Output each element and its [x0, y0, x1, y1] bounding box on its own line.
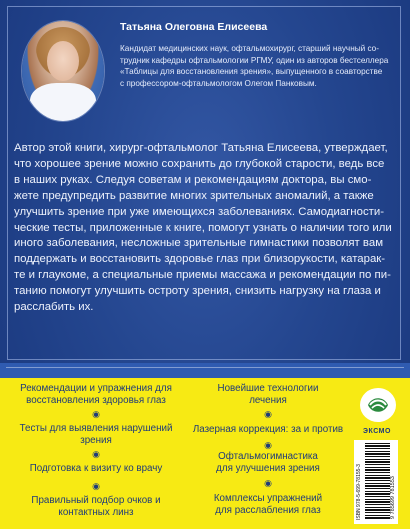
description-line: поддержать и восстановить здоровье глаз при близорукости, катарак-: [14, 253, 386, 266]
bottom-divider: [6, 367, 404, 372]
feature-item: [6, 423, 186, 446]
feature-text: лечения: [249, 394, 287, 406]
feature-text: контактных линз: [58, 506, 134, 518]
author-bio: [8, 7, 402, 127]
description-line: расслабить их.: [14, 301, 94, 314]
feature-item: [178, 383, 358, 406]
feature-item: [178, 451, 358, 474]
description-line: что хорошее зрение можно сохранить до глубокой старости, ведь все: [14, 157, 385, 170]
feature-text: Лазерная коррекция: за и против: [192, 424, 344, 435]
author-bio-line: Кандидат медицинских наук, офтальмохирург, старший научный со-: [120, 44, 379, 53]
feature-text: для расслабления глаз: [215, 504, 321, 516]
feature-text: Подготовка к визиту ко врачу: [29, 463, 163, 474]
feature-item: [178, 493, 358, 516]
author-photo-face: [47, 41, 79, 81]
isbn-barcode: [354, 440, 398, 524]
feature-text: Офтальмогимнастика: [218, 451, 318, 462]
feature-text: Правильный подбор очков и: [31, 495, 161, 506]
author-bio-line: с профессором-офтальмологом Олегом Панковым.: [120, 78, 317, 88]
description-line: улучшить зрение при уже имеющихся заболеваниях. Самодиагности-: [14, 205, 385, 218]
barcode-bars: [365, 443, 390, 519]
author-bio-line: «Таблицы для восстановления зрения», выпущенного в соавторстве: [120, 67, 383, 76]
feature-text: Комплексы упражнений: [213, 493, 323, 504]
author-name: Татьяна Олеговна Елисеева: [120, 21, 268, 33]
separator-eye-icon: ◉: [92, 481, 100, 491]
separator-eye-icon: ◉: [264, 478, 272, 488]
cover-frame: [7, 6, 401, 360]
feature-text: восстановления здоровья глаз: [26, 394, 166, 406]
description-line: те и глаукоме, а специальные приемы массажа и рекомендации по пи-: [14, 269, 391, 282]
feature-item: [6, 383, 186, 406]
eksmo-logo-icon: [356, 384, 400, 426]
author-bio-line: трудник кафедры офтальмологии РГМУ, один из авторов бестселлера: [120, 55, 389, 65]
book-description: [14, 141, 392, 316]
separator-eye-icon: ◉: [92, 409, 100, 419]
author-bio-text: [120, 43, 390, 89]
description-line: жете предупредить развитие многих зрительных аномалий, а также: [14, 189, 374, 202]
description-line: в наших руках. Следуя советам и рекомендациям доктора, вы смо-: [14, 173, 372, 186]
feature-text: для улучшения зрения: [216, 462, 320, 474]
description-line: ческие тесты, приложенные к книге, помогут узнать о наличии того или: [14, 221, 392, 234]
feature-text: Новейшие технологии: [217, 383, 319, 394]
separator-eye-icon: ◉: [264, 440, 272, 450]
feature-text: Тесты для выявления нарушений: [19, 423, 173, 434]
feature-text: зрения: [80, 434, 112, 446]
separator-eye-icon: ◉: [92, 449, 100, 459]
isbn-text: ISBN 978-5-699-78155-3: [356, 464, 362, 520]
feature-text: Рекомендации и упражнения для: [20, 383, 172, 394]
feature-item: [178, 424, 358, 436]
description-line: танию помогут улучшить остроту зрения, снизить нагрузку на глаза и: [14, 285, 381, 298]
separator-eye-icon: ◉: [264, 409, 272, 419]
publisher-name: ЭКСМО: [363, 428, 391, 435]
description-line: Автор этой книги, хирург-офтальмолог Татьяна Елисеева, утверждает,: [14, 142, 388, 154]
description-line: иного заболевания, несложные зрительные гимнастики позволят вам: [14, 237, 384, 250]
author-photo: [22, 21, 104, 121]
barcode-number: 9 785699 781553: [390, 476, 396, 519]
feature-item: [6, 463, 186, 475]
author-photo-coat: [30, 83, 96, 121]
feature-item: [6, 495, 186, 518]
